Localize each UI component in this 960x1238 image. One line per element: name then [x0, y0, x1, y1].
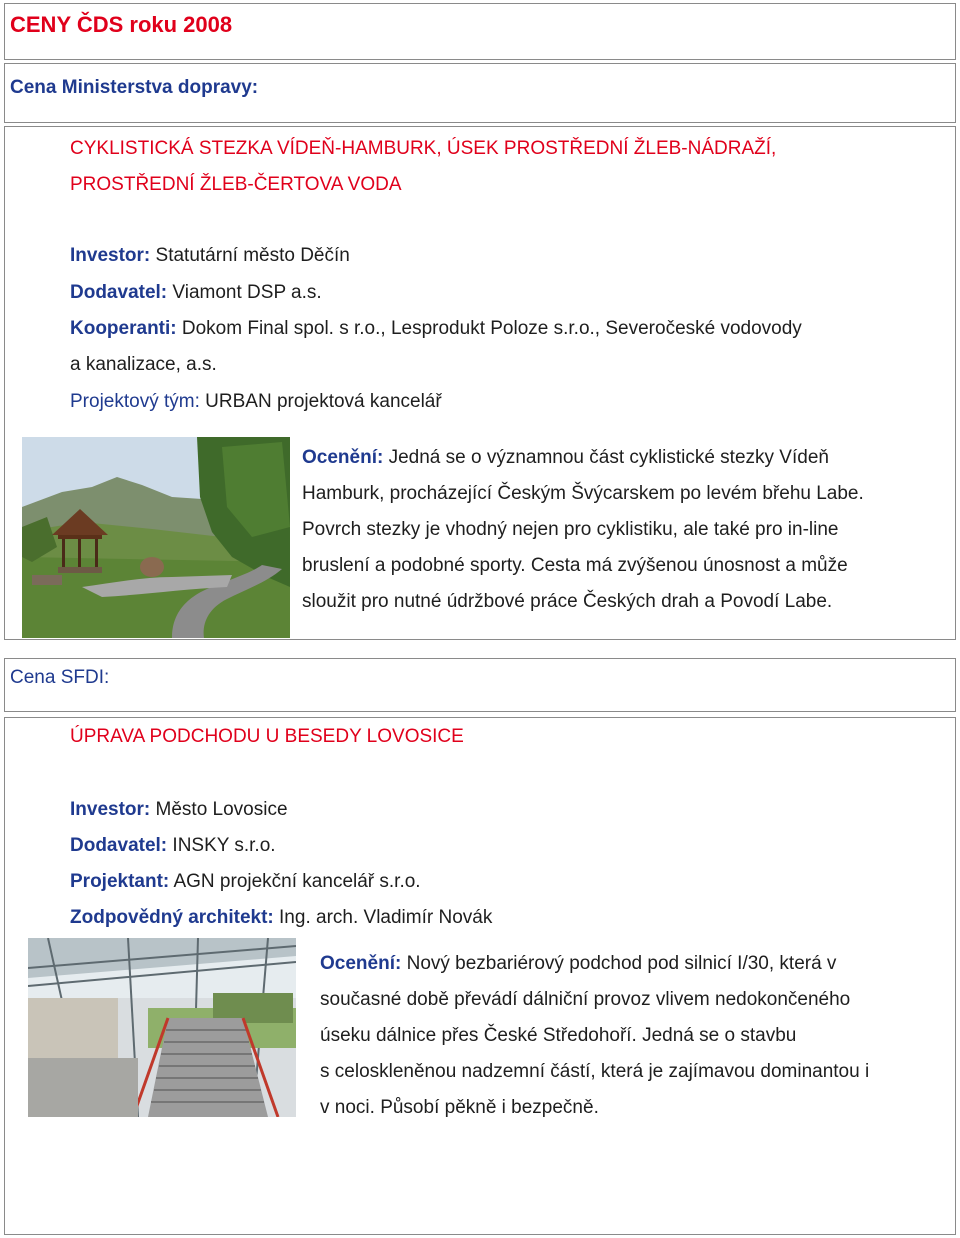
designer-label: Projektant: [70, 871, 170, 892]
page-title: CENY ČDS roku 2008 [10, 12, 233, 37]
project1-award-line3: Povrch stezky je vhodný nejen pro cyklistiku, ale také pro in-line [302, 519, 839, 540]
underpass-photo [28, 938, 296, 1117]
award-text: Jedná se o významnou část cyklistické stezky Vídeň [383, 447, 829, 468]
team-label: Projektový tým: [70, 391, 200, 412]
project2-award-line4: s celoskleněnou nadzemní částí, která je zajímavou dominantou i [320, 1061, 870, 1082]
project2-investor [70, 792, 288, 829]
cooperators-label: Kooperanti: [70, 318, 177, 339]
project1-award-line2: Hamburk, procházející Českým Švýcarskem po levém břehu Labe. [302, 483, 864, 504]
cooperators-value: Dokom Final spol. s r.o., Lesprodukt Poloze s.r.o., Severočeské vodovody [176, 318, 802, 339]
investor-label: Investor: [70, 799, 151, 820]
contractor-label: Dodavatel: [70, 835, 168, 856]
project1-award-line4: bruslení a podobné sporty. Cesta má zvýšenou únosnost a může [302, 555, 848, 576]
project1-cooperators-cont: a kanalizace, a.s. [70, 354, 217, 375]
sfdi-award-heading: Cena SFDI: [10, 667, 110, 688]
investor-label: Investor: [70, 245, 151, 266]
cycle-path-photo [22, 437, 290, 638]
designer-value: AGN projekční kancelář s.r.o. [169, 871, 421, 892]
project1-team [70, 384, 442, 421]
project2-award-line1 [320, 946, 836, 983]
contractor-label: Dodavatel: [70, 282, 168, 303]
investor-value: Město Lovosice [150, 799, 288, 820]
ministry-award-heading: Cena Ministerstva dopravy: [10, 77, 259, 98]
project1-title-line2: PROSTŘEDNÍ ŽLEB-ČERTOVA VODA [70, 174, 402, 195]
project2-title: ÚPRAVA PODCHODU U BESEDY LOVOSICE [70, 726, 464, 747]
award-label: Ocenění: [320, 953, 402, 974]
project2-architect [70, 900, 492, 937]
sfdi-label-box [4, 658, 956, 712]
architect-label: Zodpovědný architekt: [70, 907, 274, 928]
project1-award-line1 [302, 440, 829, 477]
project2-award-line5: v noci. Působí pěkně i bezpečně. [320, 1097, 599, 1118]
award-text: Nový bezbariérový podchod pod silnicí I/30, která v [401, 953, 837, 974]
project2-award-line3: úseku dálnice přes České Středohoří. Jedná se o stavbu [320, 1025, 797, 1046]
team-value: URBAN projektová kancelář [199, 391, 442, 412]
project1-investor [70, 238, 350, 275]
award-label: Ocenění: [302, 447, 384, 468]
project2-contractor [70, 828, 276, 865]
project1-cooperators [70, 311, 802, 348]
project1-title-line1: CYKLISTICKÁ STEZKA VÍDEŇ-HAMBURK, ÚSEK PROSTŘEDNÍ ŽLEB-NÁDRAŽÍ, [70, 138, 777, 159]
project1-award-line5: sloužit pro nutné údržbové práce Českých drah a Povodí Labe. [302, 591, 833, 612]
project1-contractor [70, 275, 322, 312]
project2-designer [70, 864, 421, 901]
contractor-value: INSKY s.r.o. [167, 835, 276, 856]
project2-award-line2: současné době převádí dálniční provoz vlivem nedokončeného [320, 989, 851, 1010]
architect-value: Ing. arch. Vladimír Novák [273, 907, 493, 928]
investor-value: Statutární město Děčín [150, 245, 350, 266]
contractor-value: Viamont DSP a.s. [167, 282, 322, 303]
